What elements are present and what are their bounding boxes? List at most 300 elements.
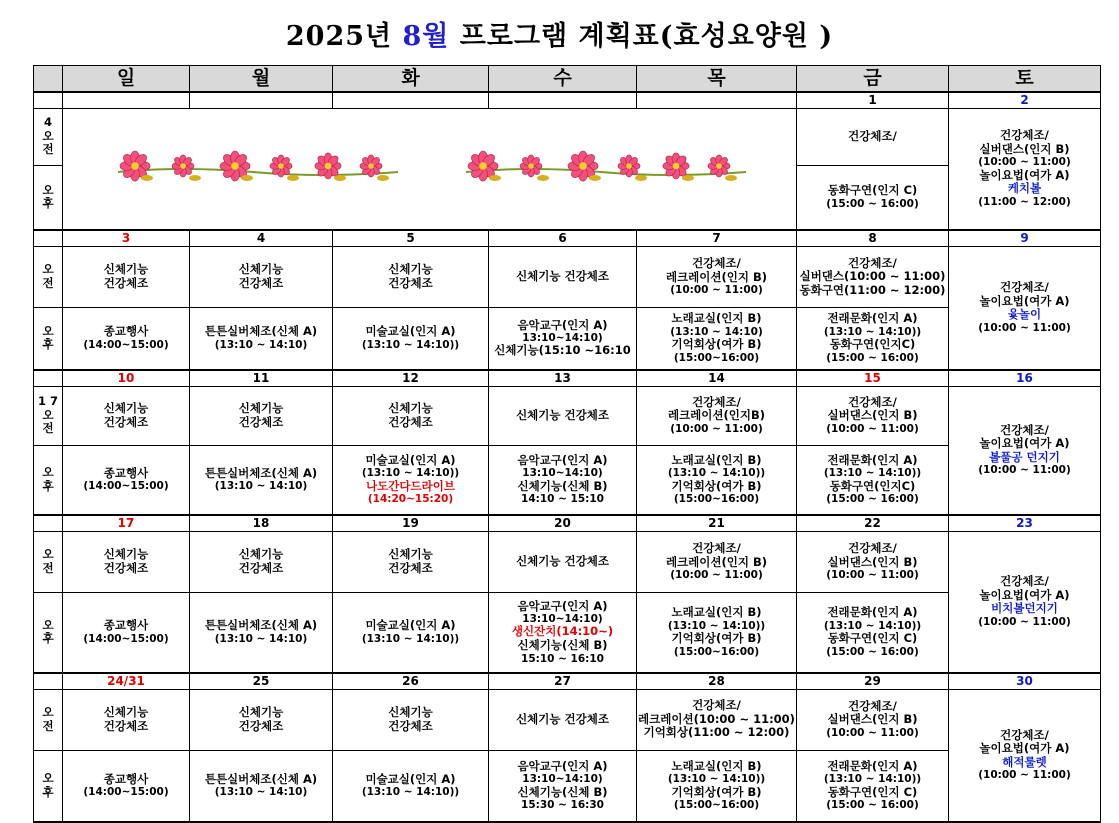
- date-cell: 4: [190, 230, 333, 247]
- pm-program: [489, 750, 637, 822]
- session-char: 후: [42, 631, 54, 646]
- schedule-line: (10:00 ~ 11:00): [670, 284, 763, 297]
- flower-decoration: [63, 108, 797, 230]
- schedule-line: (15:00 ~ 16:00): [826, 799, 919, 812]
- session-char: 오: [42, 465, 54, 480]
- schedule-line: 건강체조/: [848, 128, 897, 143]
- schedule-line: 신체기능: [388, 262, 433, 277]
- schedule-line: (13:10 ~ 14:10)): [667, 773, 766, 786]
- date-cell: 28: [637, 673, 797, 690]
- session-char: 오: [42, 771, 54, 786]
- session-char: 후: [42, 784, 54, 799]
- cosmos-flower-icon: [618, 155, 647, 181]
- schedule-line: (10:00 ~ 11:00): [826, 569, 919, 582]
- date-cell: [489, 92, 637, 109]
- date-cell: 6: [489, 230, 637, 247]
- date-cell: 27: [489, 673, 637, 690]
- schedule-line: 신체기능 건강체조: [516, 554, 609, 569]
- am-program: [63, 689, 190, 750]
- schedule-line: (14:00~15:00): [83, 480, 169, 493]
- schedule-line: 동화구연(11:00 ~ 12:00): [799, 282, 946, 297]
- schedule-line: 음악교구(인지 A): [517, 317, 608, 332]
- schedule-line: (15:00 ~ 16:00): [826, 645, 919, 658]
- schedule-line: 기억회상(여가 B): [671, 784, 762, 799]
- schedule-line: 건강체조/: [848, 394, 897, 409]
- schedule-line: (15:00~16:00): [673, 799, 760, 812]
- schedule-line: 신체기능 건강체조: [516, 407, 609, 422]
- cosmos-flower-icon: [172, 155, 201, 181]
- am-program: [797, 689, 949, 750]
- schedule-line: 동화구연(인지C): [829, 478, 916, 493]
- schedule-line: 놀이요법(여가 A): [979, 436, 1070, 451]
- schedule-line: 종교행사: [103, 771, 149, 786]
- am-program: [637, 532, 797, 593]
- schedule-line: 레크레이션(인지B): [667, 408, 766, 423]
- schedule-line: (13:10 ~ 14:10): [214, 338, 308, 351]
- cosmos-flower-icon: [120, 151, 153, 181]
- schedule-line: 건강체조: [388, 276, 433, 290]
- session-char: 오: [42, 407, 54, 422]
- schedule-line: 신체기능: [238, 262, 284, 277]
- session-label: [34, 247, 63, 308]
- schedule-line: (13:10 ~ 14:10)): [361, 632, 460, 645]
- date-cell: 5: [333, 230, 489, 247]
- schedule-line: 신체기능: [238, 547, 284, 562]
- schedule-line: 14:10 ~ 15:10: [521, 493, 604, 506]
- session-char: 후: [42, 337, 54, 352]
- date-cell: 9: [949, 230, 1101, 247]
- date-cell: 22: [797, 515, 949, 532]
- schedule-line: 기억회상(여가 B): [671, 478, 762, 493]
- session-label: [34, 165, 63, 230]
- date-cell: 12: [333, 370, 489, 387]
- schedule-line: 신체기능: [103, 400, 149, 415]
- cosmos-flower-icon: [708, 155, 737, 181]
- schedule-line: 신체기능: [388, 704, 433, 719]
- pm-program: [333, 308, 489, 370]
- am-program: [333, 247, 489, 308]
- schedule-line: (15:00 ~ 16:00): [826, 197, 919, 210]
- am-program: [190, 532, 333, 593]
- cosmos-flower-icon: [270, 155, 299, 181]
- pm-program: [637, 308, 797, 370]
- friday-am: [797, 108, 949, 165]
- date-cell: 2: [949, 92, 1101, 109]
- schedule-line: 건강체조: [238, 276, 284, 290]
- date-cell: 20: [489, 515, 637, 532]
- schedule-line: (13:10 ~ 14:10)): [361, 786, 460, 799]
- saturday-program: [949, 386, 1101, 515]
- schedule-line: 건강체조/: [1000, 280, 1049, 295]
- weekday-header: 화: [333, 66, 489, 92]
- schedule-line: 건강체조: [238, 561, 284, 575]
- schedule-line: 실버댄스(인지 B): [979, 141, 1070, 156]
- session-label: [34, 532, 63, 593]
- schedule-line: 건강체조/: [692, 394, 741, 409]
- schedule-line: 튼튼실버체조(신체 A): [204, 324, 318, 339]
- session-char: 후: [42, 196, 54, 211]
- schedule-line: (13:10 ~ 14:10): [670, 325, 763, 338]
- schedule-line: (14:00~15:00): [83, 786, 169, 799]
- date-cell: [637, 92, 797, 109]
- schedule-line: 노래교실(인지 B): [671, 605, 762, 620]
- schedule-line: 13:10~14:10): [522, 332, 603, 345]
- weekday-header: 일: [63, 66, 190, 92]
- pm-program: [190, 445, 333, 515]
- schedule-line: 건강체조/: [848, 541, 897, 556]
- saturday-program: [949, 108, 1101, 230]
- schedule-line: 볼풀공 던지기: [989, 449, 1060, 464]
- schedule-line: 신체기능 건강체조: [516, 711, 609, 726]
- schedule-line: 신체기능: [103, 704, 149, 719]
- schedule-line: 건강체조/: [1000, 128, 1049, 143]
- am-program: [489, 689, 637, 750]
- schedule-line: 신체기능: [388, 547, 433, 562]
- pm-program: [63, 750, 190, 822]
- schedule-line: 전래문화(인지 A): [827, 452, 918, 467]
- date-cell: 13: [489, 370, 637, 387]
- schedule-line: (10:00 ~ 11:00): [978, 464, 1071, 477]
- date-cell: 7: [637, 230, 797, 247]
- schedule-line: (15:00~16:00): [673, 645, 760, 658]
- schedule-line: (10:00 ~ 11:00): [670, 569, 763, 582]
- date-cell: [190, 92, 333, 109]
- schedule-line: 실버댄스(10:00 ~ 11:00): [799, 269, 946, 284]
- schedule-line: 건강체조: [238, 414, 284, 429]
- date-cell: 1: [797, 92, 949, 109]
- am-program: [489, 247, 637, 308]
- am-program: [333, 532, 489, 593]
- schedule-line: 건강체조: [103, 718, 149, 733]
- schedule-line: 노래교실(인지 B): [671, 311, 762, 326]
- schedule-line: 미술교실(인지 A): [365, 452, 456, 467]
- schedule-line: 전래문화(인지 A): [827, 311, 918, 326]
- am-program: [637, 689, 797, 750]
- schedule-line: 신체기능(15:10 ~16:10: [494, 343, 631, 358]
- schedule-line: 전래문화(인지 A): [827, 605, 918, 620]
- schedule-line: 13:10~14:10): [522, 613, 603, 626]
- page-title: 2025년 8월 프로그램 계획표(효성요양원 ): [285, 21, 834, 52]
- schedule-line: 건강체조: [103, 276, 149, 290]
- schedule-line: 놀이요법(여가 A): [979, 167, 1070, 182]
- schedule-line: 기억회상(11:00 ~ 12:00): [643, 725, 790, 740]
- date-cell: 18: [190, 515, 333, 532]
- schedule-line: (10:00 ~ 11:00): [826, 726, 919, 739]
- schedule-line: 13:10~14:10): [522, 773, 603, 786]
- schedule-line: 15:30 ~ 16:30: [521, 799, 604, 812]
- schedule-line: 튼튼실버체조(신체 A): [204, 771, 318, 786]
- session-label: [34, 750, 63, 822]
- schedule-line: 건강체조: [238, 718, 284, 733]
- pm-program: [637, 593, 797, 673]
- program-calendar: [33, 65, 1101, 823]
- am-program: [63, 386, 190, 445]
- saturday-program: [949, 689, 1101, 822]
- date-cell: 16: [949, 370, 1101, 387]
- schedule-line: 노래교실(인지 B): [671, 758, 762, 773]
- date-cell: 10: [63, 370, 190, 387]
- schedule-line: 13:10~14:10): [522, 467, 603, 480]
- schedule-line: 기억회상(여가 B): [671, 631, 762, 646]
- schedule-line: 종교행사: [103, 465, 149, 480]
- schedule-line: 윷놀이: [1007, 307, 1042, 322]
- pm-program: [333, 593, 489, 673]
- schedule-line: 실버댄스(인지 B): [827, 408, 918, 423]
- side-blank: [34, 515, 63, 532]
- schedule-line: (15:00~16:00): [673, 351, 760, 364]
- session-label: [34, 308, 63, 370]
- schedule-line: (10:00 ~ 11:00): [978, 615, 1071, 628]
- schedule-line: 레크레이션(인지 B): [665, 269, 768, 284]
- schedule-line: 음악교구(인지 A): [517, 758, 608, 773]
- pm-program: [63, 445, 190, 515]
- schedule-line: 음악교구(인지 A): [517, 598, 608, 613]
- schedule-line: 신체기능: [103, 547, 149, 562]
- schedule-line: 15:10 ~ 16:10: [521, 652, 604, 665]
- schedule-line: 건강체조/: [692, 541, 741, 556]
- schedule-line: 해적룰렛: [1002, 754, 1047, 769]
- cosmos-flower-icon: [468, 151, 501, 181]
- pm-program: [190, 593, 333, 673]
- pm-program: [797, 593, 949, 673]
- cosmos-flower-garland-icon: [461, 144, 746, 194]
- schedule-line: 신체기능: [238, 704, 284, 719]
- am-program: [190, 386, 333, 445]
- am-program: [489, 532, 637, 593]
- schedule-line: 종교행사: [103, 618, 149, 633]
- am-program: [333, 386, 489, 445]
- am-program: [190, 689, 333, 750]
- saturday-program: [949, 532, 1101, 673]
- am-program: [63, 532, 190, 593]
- am-program: [489, 386, 637, 445]
- am-program: [333, 689, 489, 750]
- date-cell: 24/31: [63, 673, 190, 690]
- session-char: 전: [42, 276, 54, 290]
- pm-program: [190, 750, 333, 822]
- schedule-line: 미술교실(인지 A): [365, 771, 456, 786]
- friday-pm: [797, 165, 949, 230]
- schedule-line: 건강체조/: [1000, 574, 1049, 589]
- session-char: 오: [42, 262, 54, 277]
- schedule-line: (13:10 ~ 14:10): [214, 480, 308, 493]
- schedule-line: 전래문화(인지 A): [827, 758, 918, 773]
- week-number: 4: [43, 115, 52, 130]
- session-char: 전: [42, 142, 54, 157]
- schedule-line: 동화구연(인지 C): [827, 784, 918, 799]
- date-cell: 11: [190, 370, 333, 387]
- schedule-line: 기억회상(여가 B): [671, 337, 762, 352]
- schedule-line: 신체기능: [103, 262, 149, 277]
- corner-cell: [34, 66, 63, 92]
- date-cell: [333, 92, 489, 109]
- schedule-line: 신체기능: [388, 400, 433, 415]
- schedule-line: 노래교실(인지 B): [671, 452, 762, 467]
- schedule-line: 건강체조: [388, 414, 433, 429]
- schedule-line: 건강체조/: [1000, 422, 1049, 437]
- schedule-line: (13:10 ~ 14:10)): [667, 619, 766, 632]
- date-cell: 21: [637, 515, 797, 532]
- schedule-line: 케치볼: [1007, 181, 1042, 196]
- session-char: 전: [42, 561, 54, 575]
- date-cell: 26: [333, 673, 489, 690]
- schedule-line: 건강체조/: [692, 256, 741, 271]
- schedule-line: 종교행사: [103, 324, 149, 339]
- schedule-line: 건강체조: [388, 718, 433, 733]
- schedule-line: 동화구연(인지C): [829, 337, 916, 352]
- schedule-line: 나도간다드라이브: [366, 478, 455, 493]
- schedule-line: 튼튼실버체조(신체 A): [204, 465, 318, 480]
- schedule-line: 건강체조: [388, 561, 433, 575]
- side-blank: [34, 370, 63, 387]
- schedule-line: 미술교실(인지 A): [365, 324, 456, 339]
- schedule-line: 건강체조/: [848, 255, 897, 270]
- schedule-line: 건강체조/: [692, 698, 741, 713]
- weekday-header: 목: [637, 66, 797, 92]
- schedule-line: (10:00 ~ 11:00): [826, 422, 919, 435]
- date-cell: 23: [949, 515, 1101, 532]
- saturday-program: [949, 247, 1101, 370]
- schedule-line: 놀이요법(여가 A): [979, 741, 1070, 756]
- schedule-line: (15:00 ~ 16:00): [826, 351, 919, 364]
- week-number: 1 7: [37, 394, 58, 409]
- session-label: [34, 593, 63, 673]
- schedule-line: 생신잔치(14:10~): [511, 624, 614, 639]
- schedule-line: 실버댄스(인지 B): [827, 712, 918, 727]
- date-cell: 30: [949, 673, 1101, 690]
- schedule-line: (13:10 ~ 14:10): [214, 632, 308, 645]
- session-label: [34, 108, 63, 165]
- schedule-line: 건강체조: [103, 414, 149, 429]
- pm-program: [797, 750, 949, 822]
- date-cell: 19: [333, 515, 489, 532]
- schedule-line: 동화구연(인지 C): [827, 183, 918, 198]
- side-blank: [34, 92, 63, 109]
- session-char: 전: [42, 718, 54, 733]
- schedule-line: (13:10 ~ 14:10)): [823, 325, 922, 338]
- weekday-header: 금: [797, 66, 949, 92]
- schedule-line: (13:10 ~ 14:10): [214, 786, 308, 799]
- schedule-line: (13:10 ~ 14:10)): [667, 467, 766, 480]
- schedule-line: 튼튼실버체조(신체 A): [204, 618, 318, 633]
- pm-program: [797, 445, 949, 515]
- date-cell: [63, 92, 190, 109]
- schedule-line: 미술교실(인지 A): [365, 618, 456, 633]
- session-label: [34, 445, 63, 515]
- am-program: [637, 386, 797, 445]
- session-char: 오: [42, 704, 54, 719]
- pm-program: [190, 308, 333, 370]
- session-char: 오: [42, 323, 54, 338]
- date-cell: 17: [63, 515, 190, 532]
- pm-program: [637, 750, 797, 822]
- am-program: [797, 386, 949, 445]
- date-cell: 25: [190, 673, 333, 690]
- am-program: [797, 532, 949, 593]
- pm-program: [797, 308, 949, 370]
- pm-program: [333, 750, 489, 822]
- schedule-line: (10:00 ~ 11:00): [978, 156, 1071, 169]
- schedule-line: 비치볼던지기: [991, 601, 1058, 616]
- cosmos-flower-icon: [663, 153, 694, 181]
- pm-program: [637, 445, 797, 515]
- weekday-header: 수: [489, 66, 637, 92]
- schedule-line: (15:00 ~ 16:00): [826, 493, 919, 506]
- schedule-line: (15:00~16:00): [673, 493, 760, 506]
- schedule-line: (13:10 ~ 14:10)): [823, 467, 922, 480]
- schedule-line: 레크레이션(인지 B): [665, 554, 768, 569]
- schedule-line: 건강체조: [103, 561, 149, 575]
- cosmos-flower-icon: [360, 155, 389, 181]
- session-label: [34, 386, 63, 445]
- schedule-line: (13:10 ~ 14:10)): [361, 467, 460, 480]
- schedule-line: 신체기능(신체 B): [517, 638, 608, 653]
- pm-program: [63, 308, 190, 370]
- schedule-line: (11:00 ~ 12:00): [978, 195, 1071, 208]
- schedule-line: 신체기능(신체 B): [517, 478, 608, 493]
- schedule-line: (14:00~15:00): [83, 632, 169, 645]
- session-char: 오: [42, 182, 54, 197]
- schedule-line: (13:10 ~ 14:10)): [361, 338, 460, 351]
- session-char: 오: [42, 547, 54, 562]
- schedule-line: (14:20~15:20): [367, 493, 454, 506]
- weekday-header: 월: [190, 66, 333, 92]
- pm-program: [63, 593, 190, 673]
- date-cell: 14: [637, 370, 797, 387]
- schedule-line: 신체기능(신체 B): [517, 784, 608, 799]
- am-program: [63, 247, 190, 308]
- schedule-line: 놀이요법(여가 A): [979, 587, 1070, 602]
- schedule-line: 동화구연(인지 C): [827, 631, 918, 646]
- am-program: [637, 247, 797, 308]
- schedule-line: (13:10 ~ 14:10)): [823, 773, 922, 786]
- schedule-line: (10:00 ~ 11:00): [978, 769, 1071, 782]
- schedule-line: 신체기능: [238, 400, 284, 415]
- date-cell: 3: [63, 230, 190, 247]
- pm-program: [489, 445, 637, 515]
- schedule-line: 실버댄스(인지 B): [827, 554, 918, 569]
- session-char: 오: [42, 617, 54, 632]
- session-label: [34, 689, 63, 750]
- date-cell: 8: [797, 230, 949, 247]
- cosmos-flower-icon: [520, 155, 549, 181]
- cosmos-flower-garland-icon: [113, 144, 398, 194]
- cosmos-flower-icon: [315, 153, 346, 181]
- side-blank: [34, 230, 63, 247]
- am-program: [797, 247, 949, 308]
- schedule-line: 신체기능 건강체조: [516, 269, 609, 284]
- am-program: [190, 247, 333, 308]
- date-cell: 15: [797, 370, 949, 387]
- weekday-header: 토: [949, 66, 1101, 92]
- pm-program: [489, 308, 637, 370]
- schedule-line: (13:10 ~ 14:10)): [823, 619, 922, 632]
- session-char: 오: [42, 128, 54, 143]
- cosmos-flower-icon: [220, 151, 253, 181]
- schedule-line: (10:00 ~ 11:00): [670, 422, 763, 435]
- pm-program: [333, 445, 489, 515]
- schedule-line: 건강체조/: [1000, 727, 1049, 742]
- session-char: 전: [42, 421, 54, 436]
- pm-program: [489, 593, 637, 673]
- side-blank: [34, 673, 63, 690]
- schedule-line: 레크레이션(10:00 ~ 11:00): [638, 711, 795, 726]
- schedule-line: 놀이요법(여가 A): [979, 293, 1070, 308]
- schedule-line: 음악교구(인지 A): [517, 452, 608, 467]
- schedule-line: 건강체조/: [848, 698, 897, 713]
- cosmos-flower-icon: [568, 151, 601, 181]
- schedule-line: (10:00 ~ 11:00): [978, 321, 1071, 334]
